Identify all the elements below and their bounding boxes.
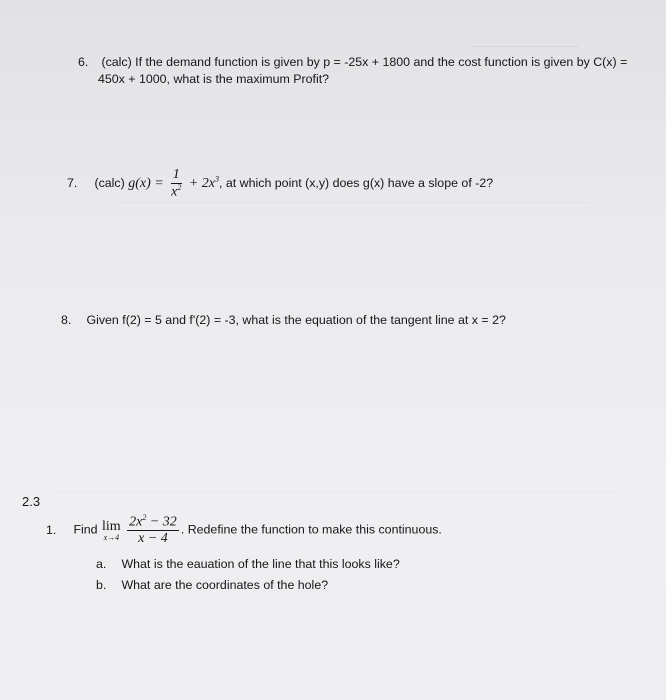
part-a-label: a. bbox=[96, 557, 107, 571]
question-7-den-exponent: 2 bbox=[177, 182, 182, 192]
question-8-number: 8. bbox=[61, 313, 72, 327]
question-1-denominator: x − 4 bbox=[138, 531, 168, 547]
question-8-text: Given f(2) = 5 and f'(2) = -3, what is the equation of the tangent line at x = 2? bbox=[86, 313, 506, 327]
question-7 bbox=[67, 168, 493, 200]
question-7-term bbox=[189, 176, 219, 191]
question-7-prefix: (calc) bbox=[94, 176, 125, 191]
question-1-limit bbox=[102, 519, 121, 542]
question-6-text-continued: 450x + 1000, what is the maximum Profit? bbox=[98, 72, 330, 86]
bleed-through-top-right bbox=[470, 24, 580, 47]
question-1-fraction bbox=[127, 514, 179, 547]
question-7-number: 7. bbox=[67, 176, 78, 191]
question-7-function-lhs: g(x) = bbox=[128, 176, 164, 192]
part-b-text: What are the coordinates of the hole? bbox=[121, 578, 329, 592]
part-b-label: b. bbox=[96, 578, 107, 592]
part-a-text: What is the eauation of the line that this looks like? bbox=[121, 557, 400, 571]
question-1-part-b bbox=[96, 578, 328, 592]
question-1-numerator bbox=[127, 514, 179, 531]
question-1-numerator-rest: − 32 bbox=[146, 514, 177, 530]
bleed-through-mid bbox=[120, 202, 590, 215]
bleed-through-lower bbox=[60, 492, 620, 503]
question-7-suffix: , at which point (x,y) does g(x) have a slope of -2? bbox=[219, 176, 494, 191]
question-7-term-base: + 2x bbox=[188, 176, 215, 192]
question-1-numerator-exponent: 2 bbox=[142, 513, 147, 522]
question-1-limit-word: lim bbox=[102, 518, 121, 534]
question-7-fraction bbox=[169, 168, 183, 200]
question-6-line-1 bbox=[78, 55, 627, 69]
question-6-line-2 bbox=[98, 72, 329, 86]
question-1-numerator-term: 2x bbox=[129, 514, 143, 530]
section-heading bbox=[22, 494, 40, 509]
question-1-suffix: . Redefine the function to make this continuous. bbox=[180, 522, 442, 537]
question-7-term-exponent: 3 bbox=[215, 174, 219, 184]
question-1-prefix: Find bbox=[73, 522, 98, 537]
question-1 bbox=[46, 514, 442, 547]
question-1-limit-subscript: x→4 bbox=[103, 532, 120, 542]
question-1-number: 1. bbox=[46, 522, 57, 537]
question-6-number: 6. bbox=[78, 55, 89, 69]
question-8 bbox=[61, 313, 506, 327]
question-6-text: (calc) If the demand function is given by p = -25x + 1800 and the cost function is given by C(x) = bbox=[101, 55, 628, 69]
question-7-fraction-numerator: 1 bbox=[172, 167, 180, 182]
question-7-den-var: x bbox=[171, 184, 178, 200]
question-7-fraction-denominator bbox=[169, 184, 183, 200]
question-1-part-a bbox=[96, 557, 400, 571]
section-number: 2.3 bbox=[22, 494, 41, 509]
